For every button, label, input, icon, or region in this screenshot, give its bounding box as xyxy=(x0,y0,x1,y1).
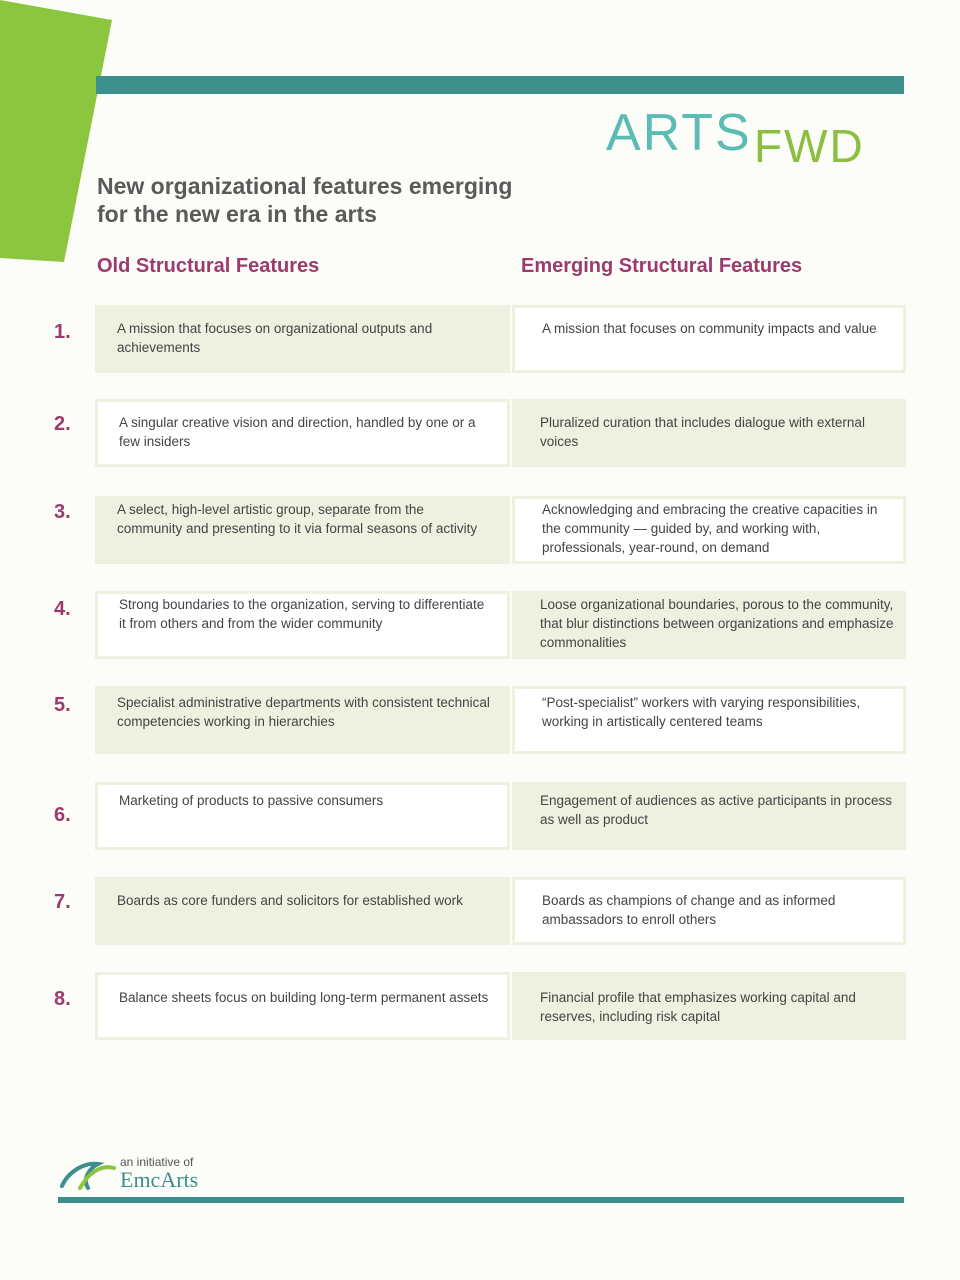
new-feature-cell: Financial profile that emphasizes working capital and reserves, including risk capital xyxy=(512,972,906,1040)
old-feature-cell: A select, high-level artistic group, separate from the community and presenting to it via formal seasons of activity xyxy=(95,496,510,564)
old-feature-cell: Strong boundaries to the organization, serving to differentiate it from others and from the wider community xyxy=(95,591,510,659)
new-feature-cell: Boards as champions of change and as informed ambassadors to enroll others xyxy=(512,877,906,945)
row-number: 6. xyxy=(54,804,71,826)
row-number: 3. xyxy=(54,501,71,523)
new-feature-cell: Pluralized curation that includes dialogue with external voices xyxy=(512,399,906,467)
svg-text:FWD: FWD xyxy=(754,120,865,172)
top-teal-bar xyxy=(96,76,904,94)
new-feature-cell: Loose organizational boundaries, porous to the community, that blur distinctions between organizations and emphasize commonalities xyxy=(512,591,906,659)
new-feature-cell: “Post-specialist” workers with varying responsibilities, working in artistically centered teams xyxy=(512,686,906,754)
feature-row xyxy=(54,686,906,754)
old-feature-cell: A mission that focuses on organizational outputs and achievements xyxy=(95,305,510,373)
bottom-teal-bar xyxy=(58,1197,904,1203)
row-number: 7. xyxy=(54,891,71,913)
row-number: 5. xyxy=(54,694,71,716)
feature-row xyxy=(54,877,906,945)
feature-row xyxy=(54,305,906,373)
feature-row xyxy=(54,782,906,850)
emcarts-initiative-logo xyxy=(58,1150,228,1196)
green-wedge-decoration xyxy=(0,0,120,270)
new-feature-cell: Engagement of audiences as active participants in process as well as product xyxy=(512,782,906,850)
feature-row xyxy=(54,591,906,659)
row-number: 1. xyxy=(54,321,71,343)
old-feature-cell: Boards as core funders and solicitors for established work xyxy=(95,877,510,945)
emcarts-wordmark: EmcArts xyxy=(120,1167,199,1192)
svg-text:ARTS: ARTS xyxy=(606,104,752,162)
old-feature-cell: Balance sheets focus on building long-term permanent assets xyxy=(95,972,510,1040)
column-heading-old: Old Structural Features xyxy=(97,255,320,277)
initiative-caption: an initiative of xyxy=(120,1155,194,1169)
row-number: 2. xyxy=(54,413,71,435)
old-feature-cell: A singular creative vision and direction, handled by one or a few insiders xyxy=(95,399,510,467)
feature-row xyxy=(54,496,906,564)
new-feature-cell: Acknowledging and embracing the creative capacities in the community — guided by, and working with, professionals, year-round, on demand xyxy=(512,496,906,564)
old-feature-cell: Marketing of products to passive consumers xyxy=(95,782,510,850)
feature-row xyxy=(54,399,906,467)
page-title xyxy=(97,172,617,228)
row-number: 8. xyxy=(54,988,71,1010)
row-number: 4. xyxy=(54,598,71,620)
new-feature-cell: A mission that focuses on community impacts and value xyxy=(512,305,906,373)
title-line-2: for the new era in the arts xyxy=(97,201,377,227)
old-feature-cell: Specialist administrative departments with consistent technical competencies working in hierarchies xyxy=(95,686,510,754)
feature-row xyxy=(54,972,906,1040)
title-line-1: New organizational features emerging xyxy=(97,173,513,199)
column-heading-new: Emerging Structural Features xyxy=(521,255,803,277)
arts-fwd-logo xyxy=(604,100,909,172)
emcarts-swoosh-icon xyxy=(58,1154,118,1194)
